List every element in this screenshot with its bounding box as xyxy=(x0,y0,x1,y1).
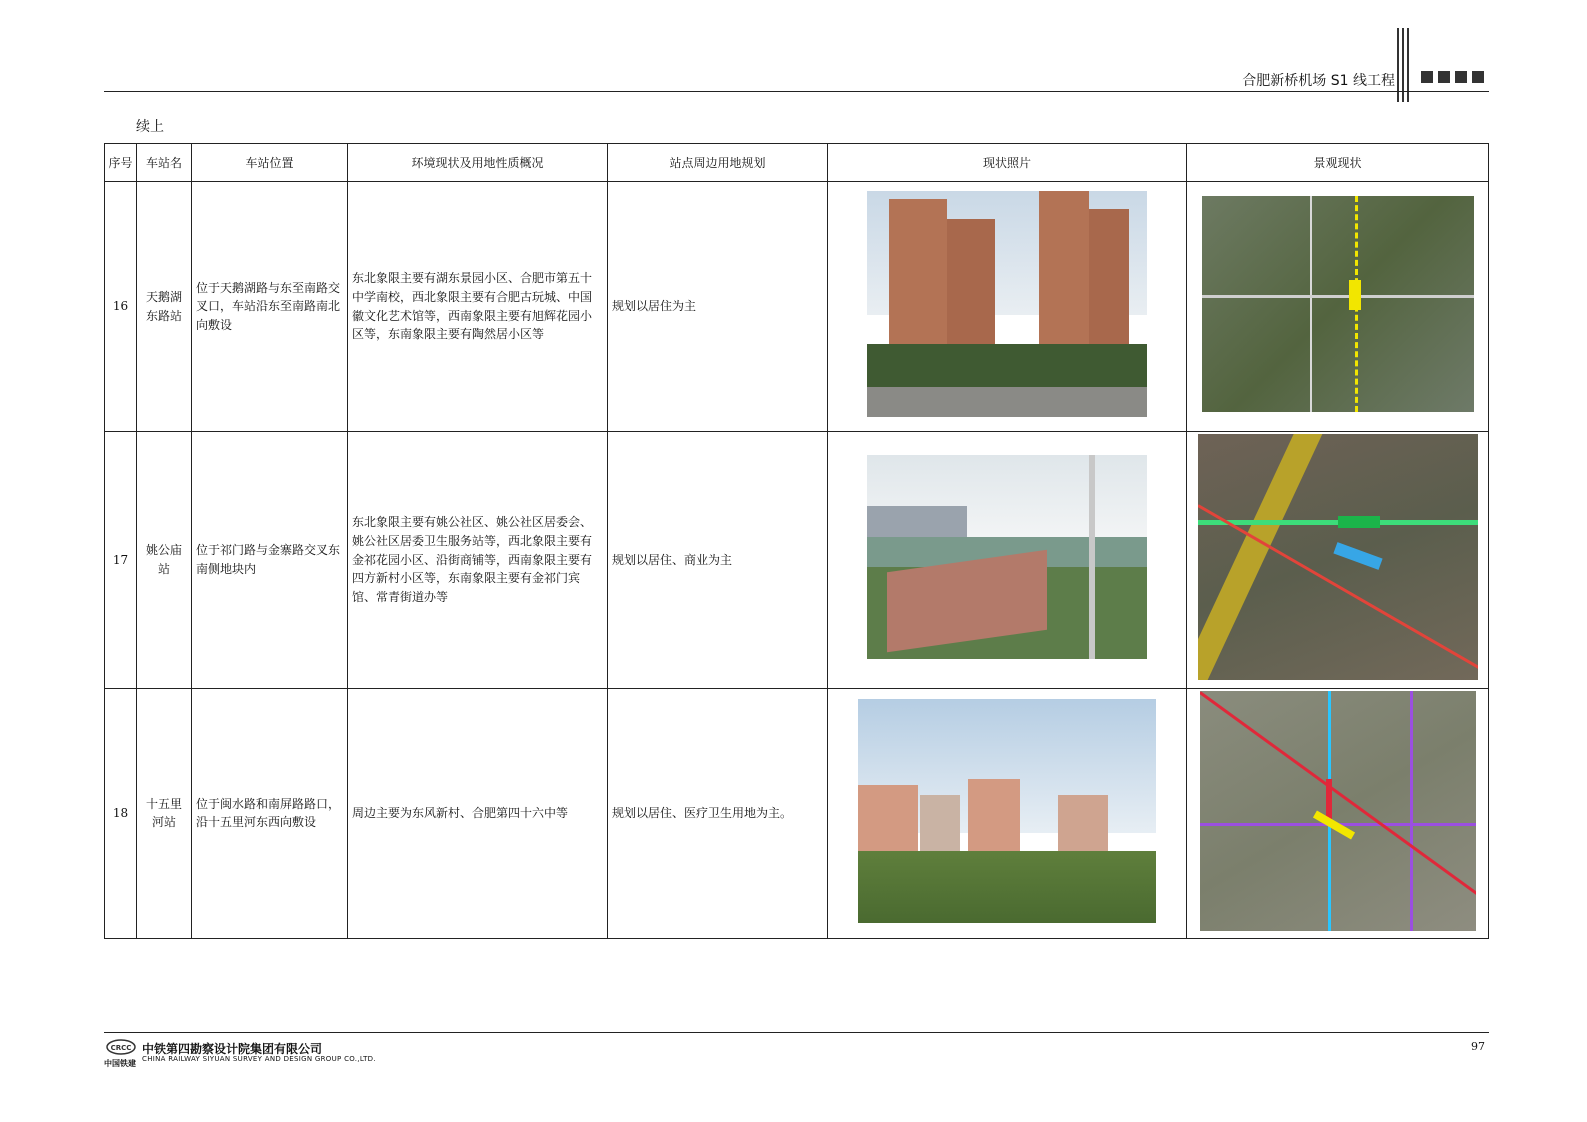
cell-photo xyxy=(828,182,1187,432)
table-row xyxy=(105,182,1489,432)
cell-location: 位于祁门路与金寨路交叉东南侧地块内 xyxy=(192,432,348,689)
cell-no: 18 xyxy=(105,688,137,939)
cell-environment: 周边主要为东风新村、合肥第四十六中等 xyxy=(348,688,608,939)
cell-aerial xyxy=(1187,432,1489,689)
continued-label: 续上 xyxy=(136,119,164,135)
cell-location: 位于闽水路和南屏路路口，沿十五里河东西向敷设 xyxy=(192,688,348,939)
col-header-name: 车站名 xyxy=(137,144,192,182)
company-name-cn: 中铁第四勘察设计院集团有限公司 xyxy=(142,1042,323,1056)
station-table xyxy=(104,143,1489,939)
cell-environment: 东北象限主要有湖东景园小区、合肥市第五十中学南校，西北象限主要有合肥古玩城、中国徽文化艺术馆等，西南象限主要有旭辉花园小区等，东南象限主要有陶然居小区等 xyxy=(348,182,608,432)
svg-text:CRCC: CRCC xyxy=(110,1044,132,1052)
cell-no: 17 xyxy=(105,432,137,689)
station-photo xyxy=(858,699,1156,923)
cell-station-name: 十五里河站 xyxy=(137,688,192,939)
cell-no: 16 xyxy=(105,182,137,432)
cell-planning: 规划以居住为主 xyxy=(608,182,828,432)
station-photo xyxy=(867,455,1147,659)
station-photo xyxy=(867,191,1147,417)
header-rule xyxy=(104,91,1489,92)
header-square xyxy=(1438,71,1450,83)
company-name-en: CHINA RAILWAY SIYUAN SURVEY AND DESIGN GROUP CO.,LTD. xyxy=(142,1055,376,1063)
header-square xyxy=(1421,71,1433,83)
col-header-landscape: 景观现状 xyxy=(1187,144,1489,182)
cell-location: 位于天鹅湖路与东至南路交叉口，车站沿东至南路南北向敷设 xyxy=(192,182,348,432)
aerial-map xyxy=(1202,196,1474,412)
cell-aerial xyxy=(1187,182,1489,432)
table-row xyxy=(105,688,1489,939)
col-header-environment: 环境现状及用地性质概况 xyxy=(348,144,608,182)
cell-station-name: 天鹅湖东路站 xyxy=(137,182,192,432)
footer-rule xyxy=(104,1032,1489,1033)
col-header-no: 序号 xyxy=(105,144,137,182)
col-header-location: 车站位置 xyxy=(192,144,348,182)
aerial-map xyxy=(1200,691,1476,931)
aerial-map xyxy=(1198,434,1478,680)
header-square xyxy=(1455,71,1467,83)
cell-station-name: 姚公庙站 xyxy=(137,432,192,689)
col-header-planning: 站点周边用地规划 xyxy=(608,144,828,182)
cell-aerial xyxy=(1187,688,1489,939)
page-number: 97 xyxy=(1471,1040,1485,1053)
cell-photo xyxy=(828,432,1187,689)
cell-planning: 规划以居住、医疗卫生用地为主。 xyxy=(608,688,828,939)
table-row xyxy=(105,432,1489,689)
cell-planning: 规划以居住、商业为主 xyxy=(608,432,828,689)
header-square xyxy=(1472,71,1484,83)
table-header-row xyxy=(105,144,1489,182)
cell-photo xyxy=(828,688,1187,939)
company-logo xyxy=(106,1038,136,1056)
col-header-photo: 现状照片 xyxy=(828,144,1187,182)
document-title: 合肥新桥机场 S1 线工程 xyxy=(1242,73,1395,89)
brand-name: 中国铁建 xyxy=(104,1059,136,1068)
cell-environment: 东北象限主要有姚公社区、姚公社区居委会、姚公社区居委卫生服务站等，西北象限主要有金祁花园小区、沿街商铺等，西南象限主要有四方新村小区等，东南象限主要有金祁门宾馆、常青街道办等 xyxy=(348,432,608,689)
